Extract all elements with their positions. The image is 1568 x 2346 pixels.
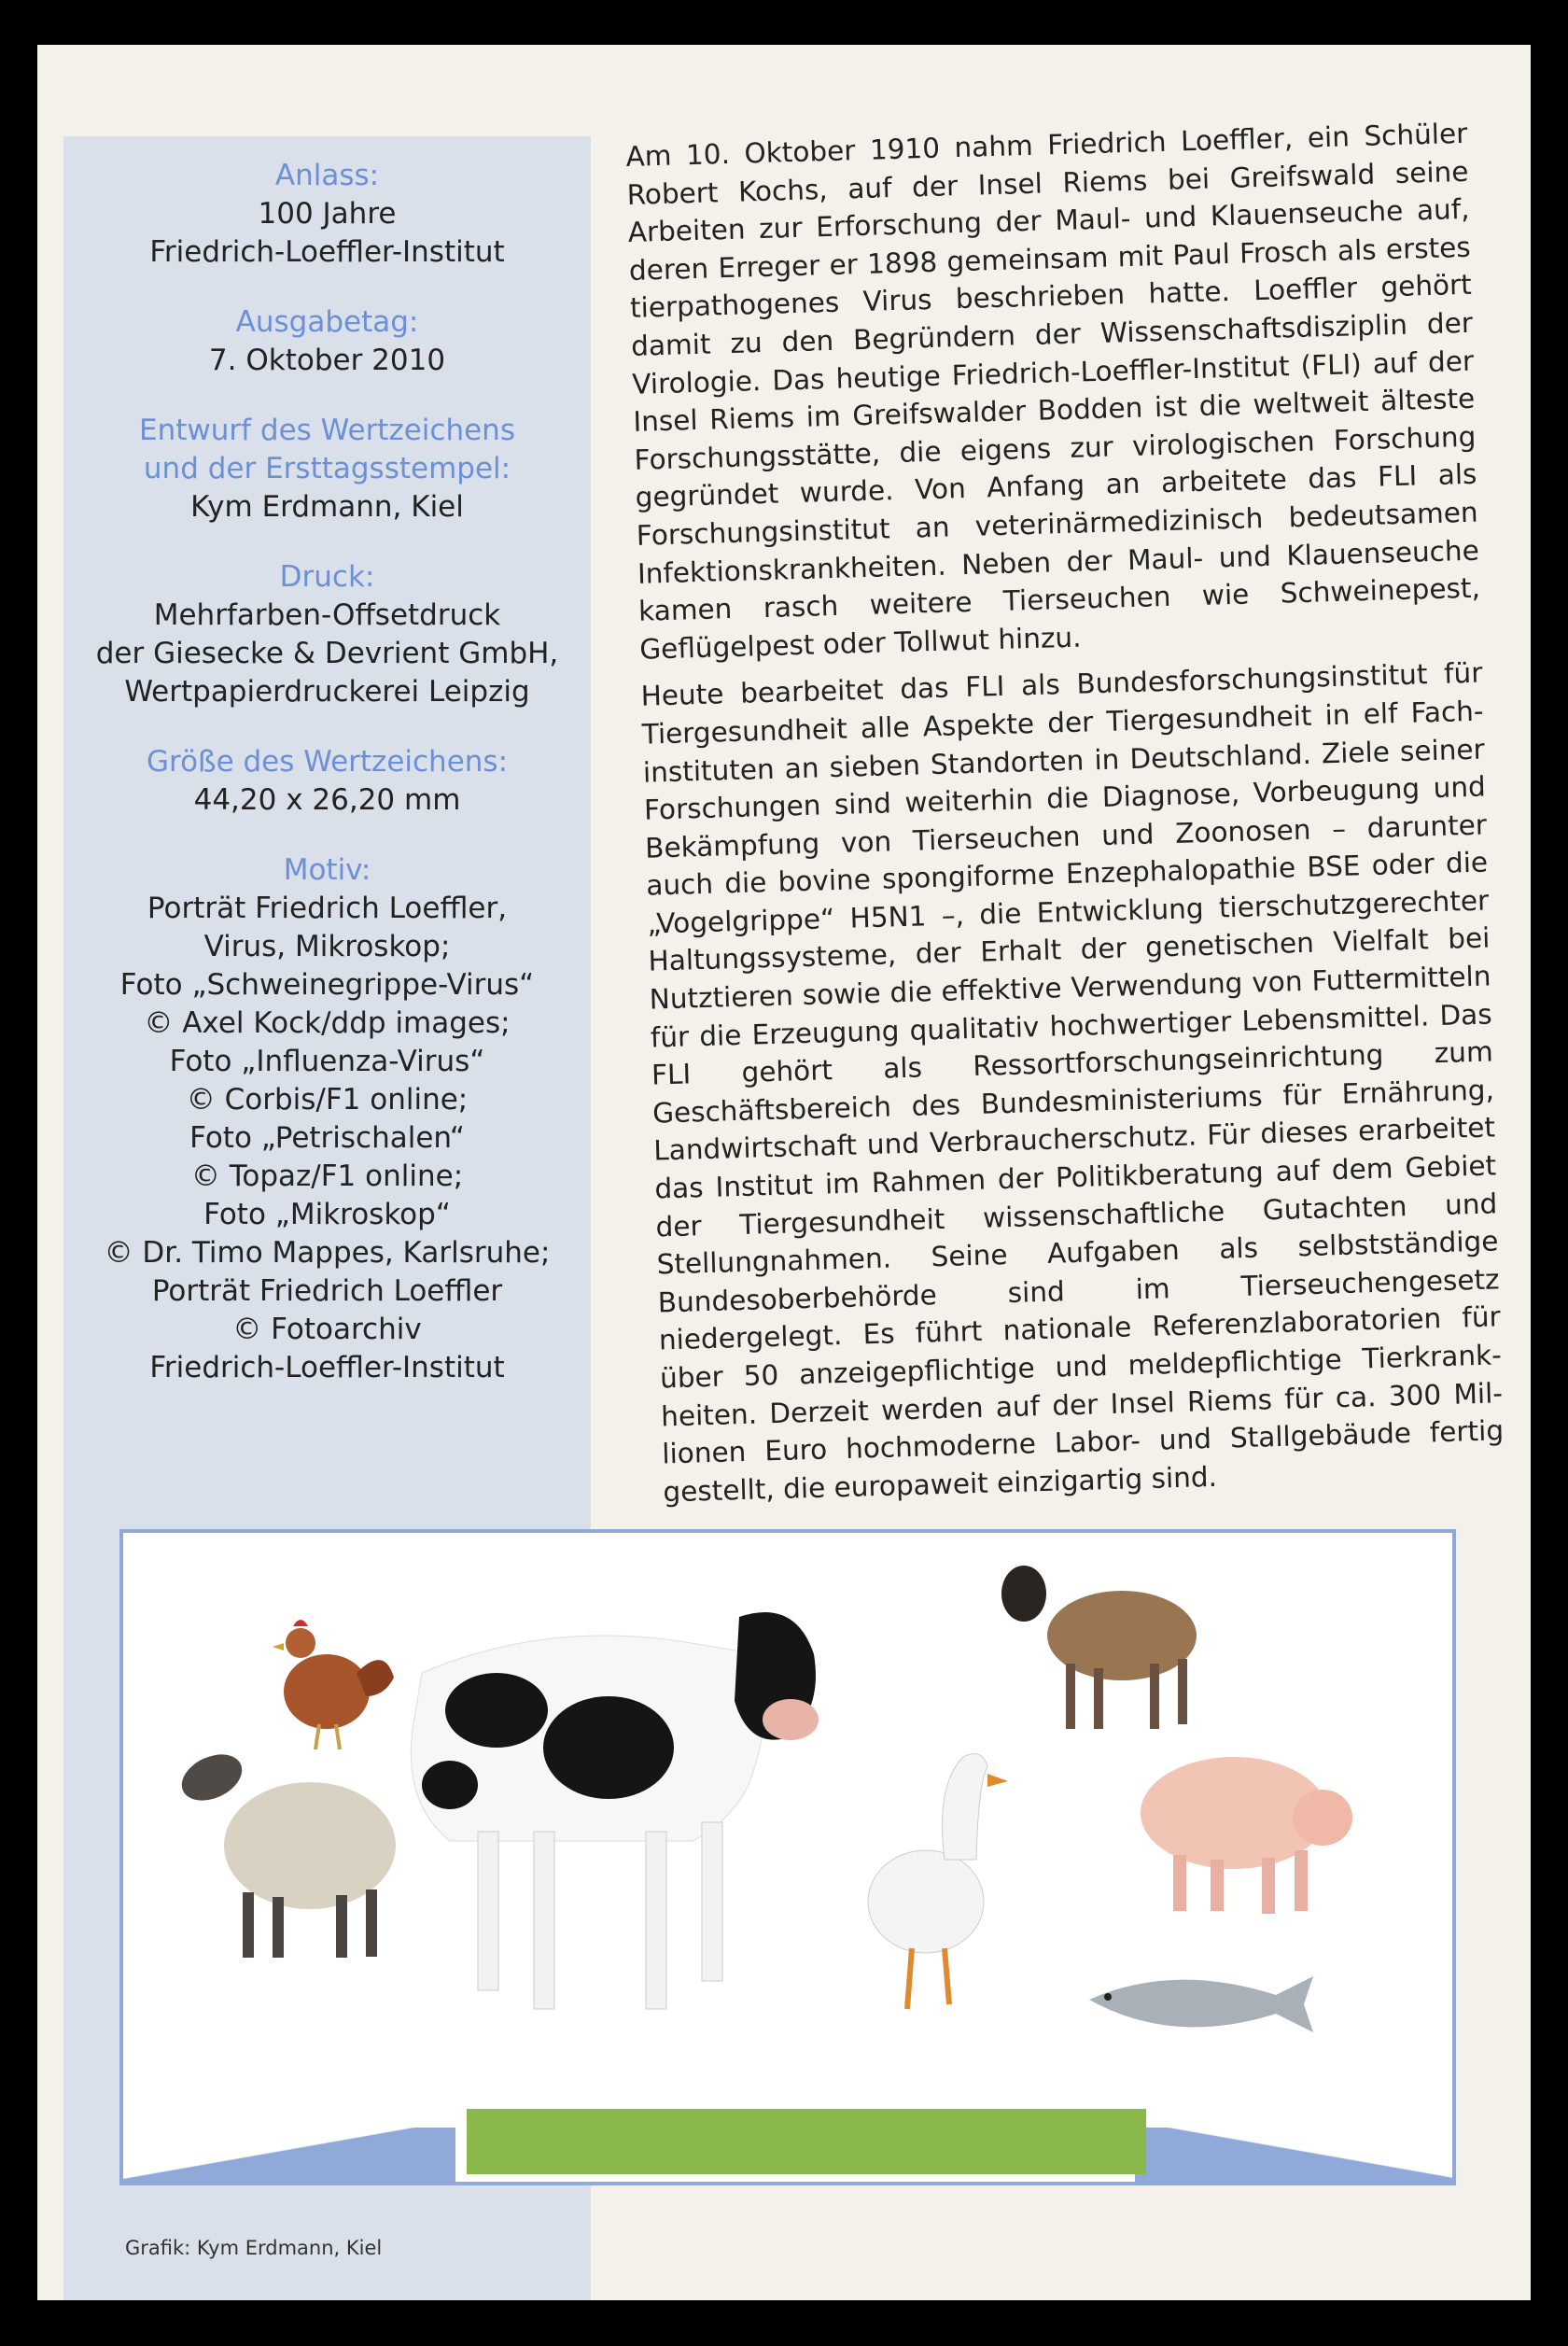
info-value: 44,20 x 26,20 mm: [193, 783, 461, 817]
info-groesse: [63, 743, 591, 820]
info-value: Friedrich-Loeffler-Institut: [149, 235, 505, 269]
info-value: der Giesecke & Devrient GmbH,: [95, 637, 559, 670]
info-value: Porträt Friedrich Loeffler: [151, 1274, 503, 1308]
info-value: © Topaz/F1 online;: [190, 1159, 464, 1193]
info-label: Ausgabetag:: [235, 305, 419, 339]
graphic-credit: Grafik: Kym Erdmann, Kiel: [125, 2237, 383, 2259]
info-value: Foto „Schweinegrippe-Virus“: [119, 968, 535, 1002]
info-anlass: [63, 157, 591, 272]
info-motiv: [63, 851, 591, 1387]
animals-graphic: [123, 1533, 1452, 2182]
info-entwurf: [63, 412, 591, 527]
body-paragraph: Heute bearbeitet das FLI als Bundesforschungsinstitut für Tiergesundheit alle Aspekte der Tiergesundheit in elf Fachinstituten an sieben Standorten in Deutschland. Ziele seiner Forschungen sind weiterhin die Diagnose, Vorbeugung und Bekämpfung von Tierseuchen und Zoonosen – darunter auch die bovine spongiforme Enzephalopathie BSE oder die „Vogelgrippe“ H5N1 –, die Entwicklung tierschutzgerechter Haltungssysteme, der Erhalt der genetischen Vielfalt bei Nutztieren sowie die effektive Verwendung von Futtermitteln für die Erzeugung qualitativ hochwertiger Lebensmittel. Das FLI gehört als Ressortforschungseinrichtung zum Geschäftsbereich des Bundesministeriums für Ernährung, Landwirtschaft und Verbraucherschutz. Für dieses erarbeitet das Institut im Rahmen der Politikberatung auf dem Gebiet der Tiergesundheit wissenschaftliche Gutachten und Stellungnahmen. Seine Aufgaben als selbstständige Bundesoberbehörde sind im Tierseuchengesetz niedergelegt. Es führt nationale Referenzlaboratorien für über 50 anzeigepflichtige und meldepflichtige Tierkrankheiten. Derzeit werden auf der Insel Riems für ca. 300 Millionen Euro hochmoderne Labor- und Stallgebäude fertig gestellt, die europaweit einzigartig sind.: [640, 656, 1505, 1509]
salmon-icon: [1089, 1976, 1313, 2032]
info-block: [63, 157, 591, 1419]
goose-icon: [868, 1754, 1008, 2009]
info-value: Mehrfarben-Offsetdruck: [153, 598, 501, 632]
info-value: © Dr. Timo Mappes, Karlsruhe;: [104, 1236, 551, 1270]
info-value: 7. Oktober 2010: [208, 344, 446, 377]
info-value: © Axel Kock/ddp images;: [144, 1006, 511, 1040]
info-value: Foto „Influenza-Virus“: [169, 1045, 485, 1078]
info-label: Motiv:: [283, 853, 371, 887]
info-label: Anlass:: [274, 159, 380, 192]
info-label: und der Ersttagsstempel:: [143, 452, 511, 485]
info-value: © Fotoarchiv: [232, 1313, 422, 1346]
info-value: Foto „Petrischalen“: [189, 1121, 465, 1155]
info-label: Größe des Wertzeichens:: [146, 745, 509, 779]
info-value: © Corbis/F1 online;: [186, 1083, 469, 1117]
hen-icon: [273, 1620, 394, 1749]
cow-icon: [411, 1612, 819, 2009]
document-page: [37, 45, 1531, 2300]
info-label: Entwurf des Wertzeichens: [139, 414, 515, 447]
sheep-icon: [175, 1746, 396, 1958]
info-value: Virus, Mikroskop;: [203, 930, 451, 963]
info-value: 100 Jahre: [258, 197, 397, 231]
body-text: [625, 115, 1505, 1521]
goat-icon: [1001, 1566, 1197, 1729]
animal-illustration: [119, 1529, 1456, 2185]
info-value: Wertpapierdruckerei Leipzig: [124, 675, 530, 709]
info-druck: [63, 558, 591, 711]
info-value: Kym Erdmann, Kiel: [190, 490, 464, 524]
info-value: Porträt Friedrich Loeffler,: [147, 892, 508, 925]
info-value: Friedrich-Loeffler-Institut: [149, 1351, 505, 1384]
pig-icon: [1141, 1757, 1352, 1914]
info-value: Foto „Mikroskop“: [203, 1198, 451, 1231]
info-ausgabetag: [63, 303, 591, 380]
info-label: Druck:: [279, 560, 375, 594]
body-paragraph: Am 10. Oktober 1910 nahm Friedrich Loeffler, ein Schüler Robert Kochs, auf der Insel Riems bei Greifswald seine Arbeiten zur Erforschung der Maul- und Klauenseuche auf, deren Erreger er 1898 gemeinsam mit Paul Frosch als erstes tierpathogenes Virus beschrieben hatte. Loeffler gehört damit zu den Begründern der Wissenschaftsdisziplin der Virologie. Das heutige Friedrich-Loeffler-Institut (FLI) auf der Insel Riems im Greifswalder Bodden ist die weltweit älteste Forschungsstätte, die eigens zur virologischen Forschung gegründet wurde. Von Anfang an arbeitete das FLI als Forschungsinstitut an veterinärmedizinisch bedeutsamen Infektionskrankheiten. Neben der Maul- und Klauenseuche kamen rasch weitere Tierseuchen wie Schweinepest, Geflügelpest oder Tollwut hinzu.: [625, 117, 1481, 666]
